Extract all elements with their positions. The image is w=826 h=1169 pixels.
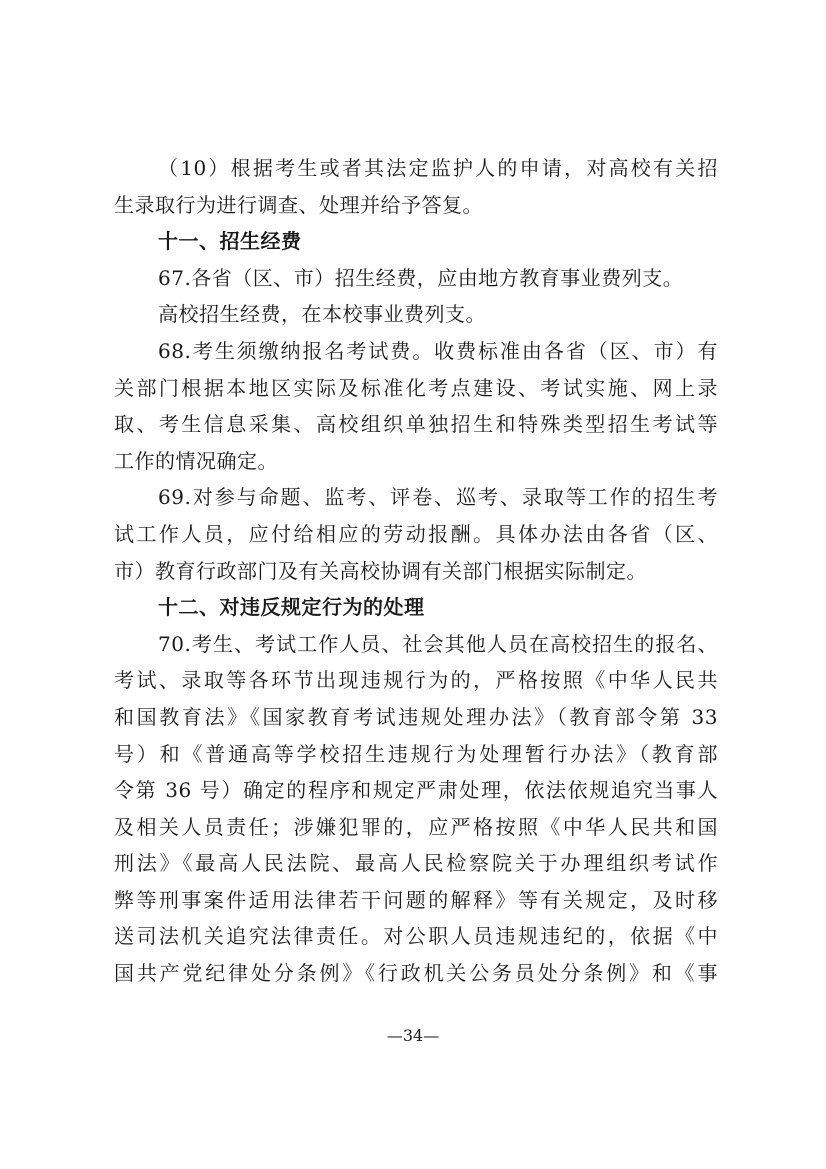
section-heading [114, 589, 718, 626]
paragraph [114, 333, 718, 479]
text-line: 高校招生经费，在本校事业费列支。 [158, 302, 486, 327]
text-line: 号）和《普通高等学校招生违规行为处理暂行办法》（教育部 [114, 741, 718, 766]
heading-text: 十二、对违反规定行为的处理 [158, 595, 425, 620]
text-line: 69.对参与命题、监考、评卷、巡考、录取等工作的招生考 [158, 485, 718, 510]
text-line: 70.考生、考试工作人员、社会其他人员在高校招生的报名、 [158, 631, 718, 656]
text-line: 令第 36 号）确定的程序和规定严肃处理，依法依规追究当事人 [114, 778, 718, 803]
text-line: 68.考生须缴纳报名考试费。收费标准由各省（区、市）有 [158, 338, 718, 363]
paragraph [114, 296, 718, 333]
heading-text: 十一、招生经费 [158, 229, 302, 254]
text-line: 关部门根据本地区实际及标准化考点建设、考试实施、网上录 [114, 375, 718, 400]
section-heading [114, 223, 718, 260]
document-body [114, 150, 718, 992]
paragraph [114, 260, 718, 297]
paragraph [114, 626, 718, 992]
text-line: 刑法》《最高人民法院、最高人民检察院关于办理组织考试作 [114, 851, 718, 876]
page-number: —34— [386, 1026, 440, 1045]
text-line: 生录取行为进行调查、处理并给予答复。 [114, 192, 483, 217]
text-line: 弊等刑事案件适用法律若干问题的解释》等有关规定，及时移 [114, 887, 718, 912]
text-line: 工作的情况确定。 [114, 448, 278, 473]
text-line: 考试、录取等各环节出现违规行为的，严格按照《中华人民共 [114, 668, 718, 693]
paragraph [114, 150, 718, 223]
text-line: 国共产党纪律处分条例》《行政机关公务员处分条例》和《事 [114, 961, 718, 986]
text-line: 及相关人员责任；涉嫌犯罪的，应严格按照《中华人民共和国 [114, 814, 718, 839]
text-line: 取、考生信息采集、高校组织单独招生和特殊类型招生考试等 [114, 412, 718, 437]
text-line: 送司法机关追究法律责任。对公职人员违规违纪的，依据《中 [114, 924, 718, 949]
text-line: 试工作人员，应付给相应的劳动报酬。具体办法由各省（区、 [114, 521, 718, 546]
text-line: 市）教育行政部门及有关高校协调有关部门根据实际制定。 [114, 558, 647, 583]
text-line: 67.各省（区、市）招生经费，应由地方教育事业费列支。 [158, 265, 684, 290]
text-line: 和国教育法》《国家教育考试违规处理办法》（教育部令第 33 [114, 704, 718, 729]
paragraph [114, 479, 718, 589]
text-line: （10）根据考生或者其法定监护人的申请，对高校有关招 [158, 156, 718, 180]
